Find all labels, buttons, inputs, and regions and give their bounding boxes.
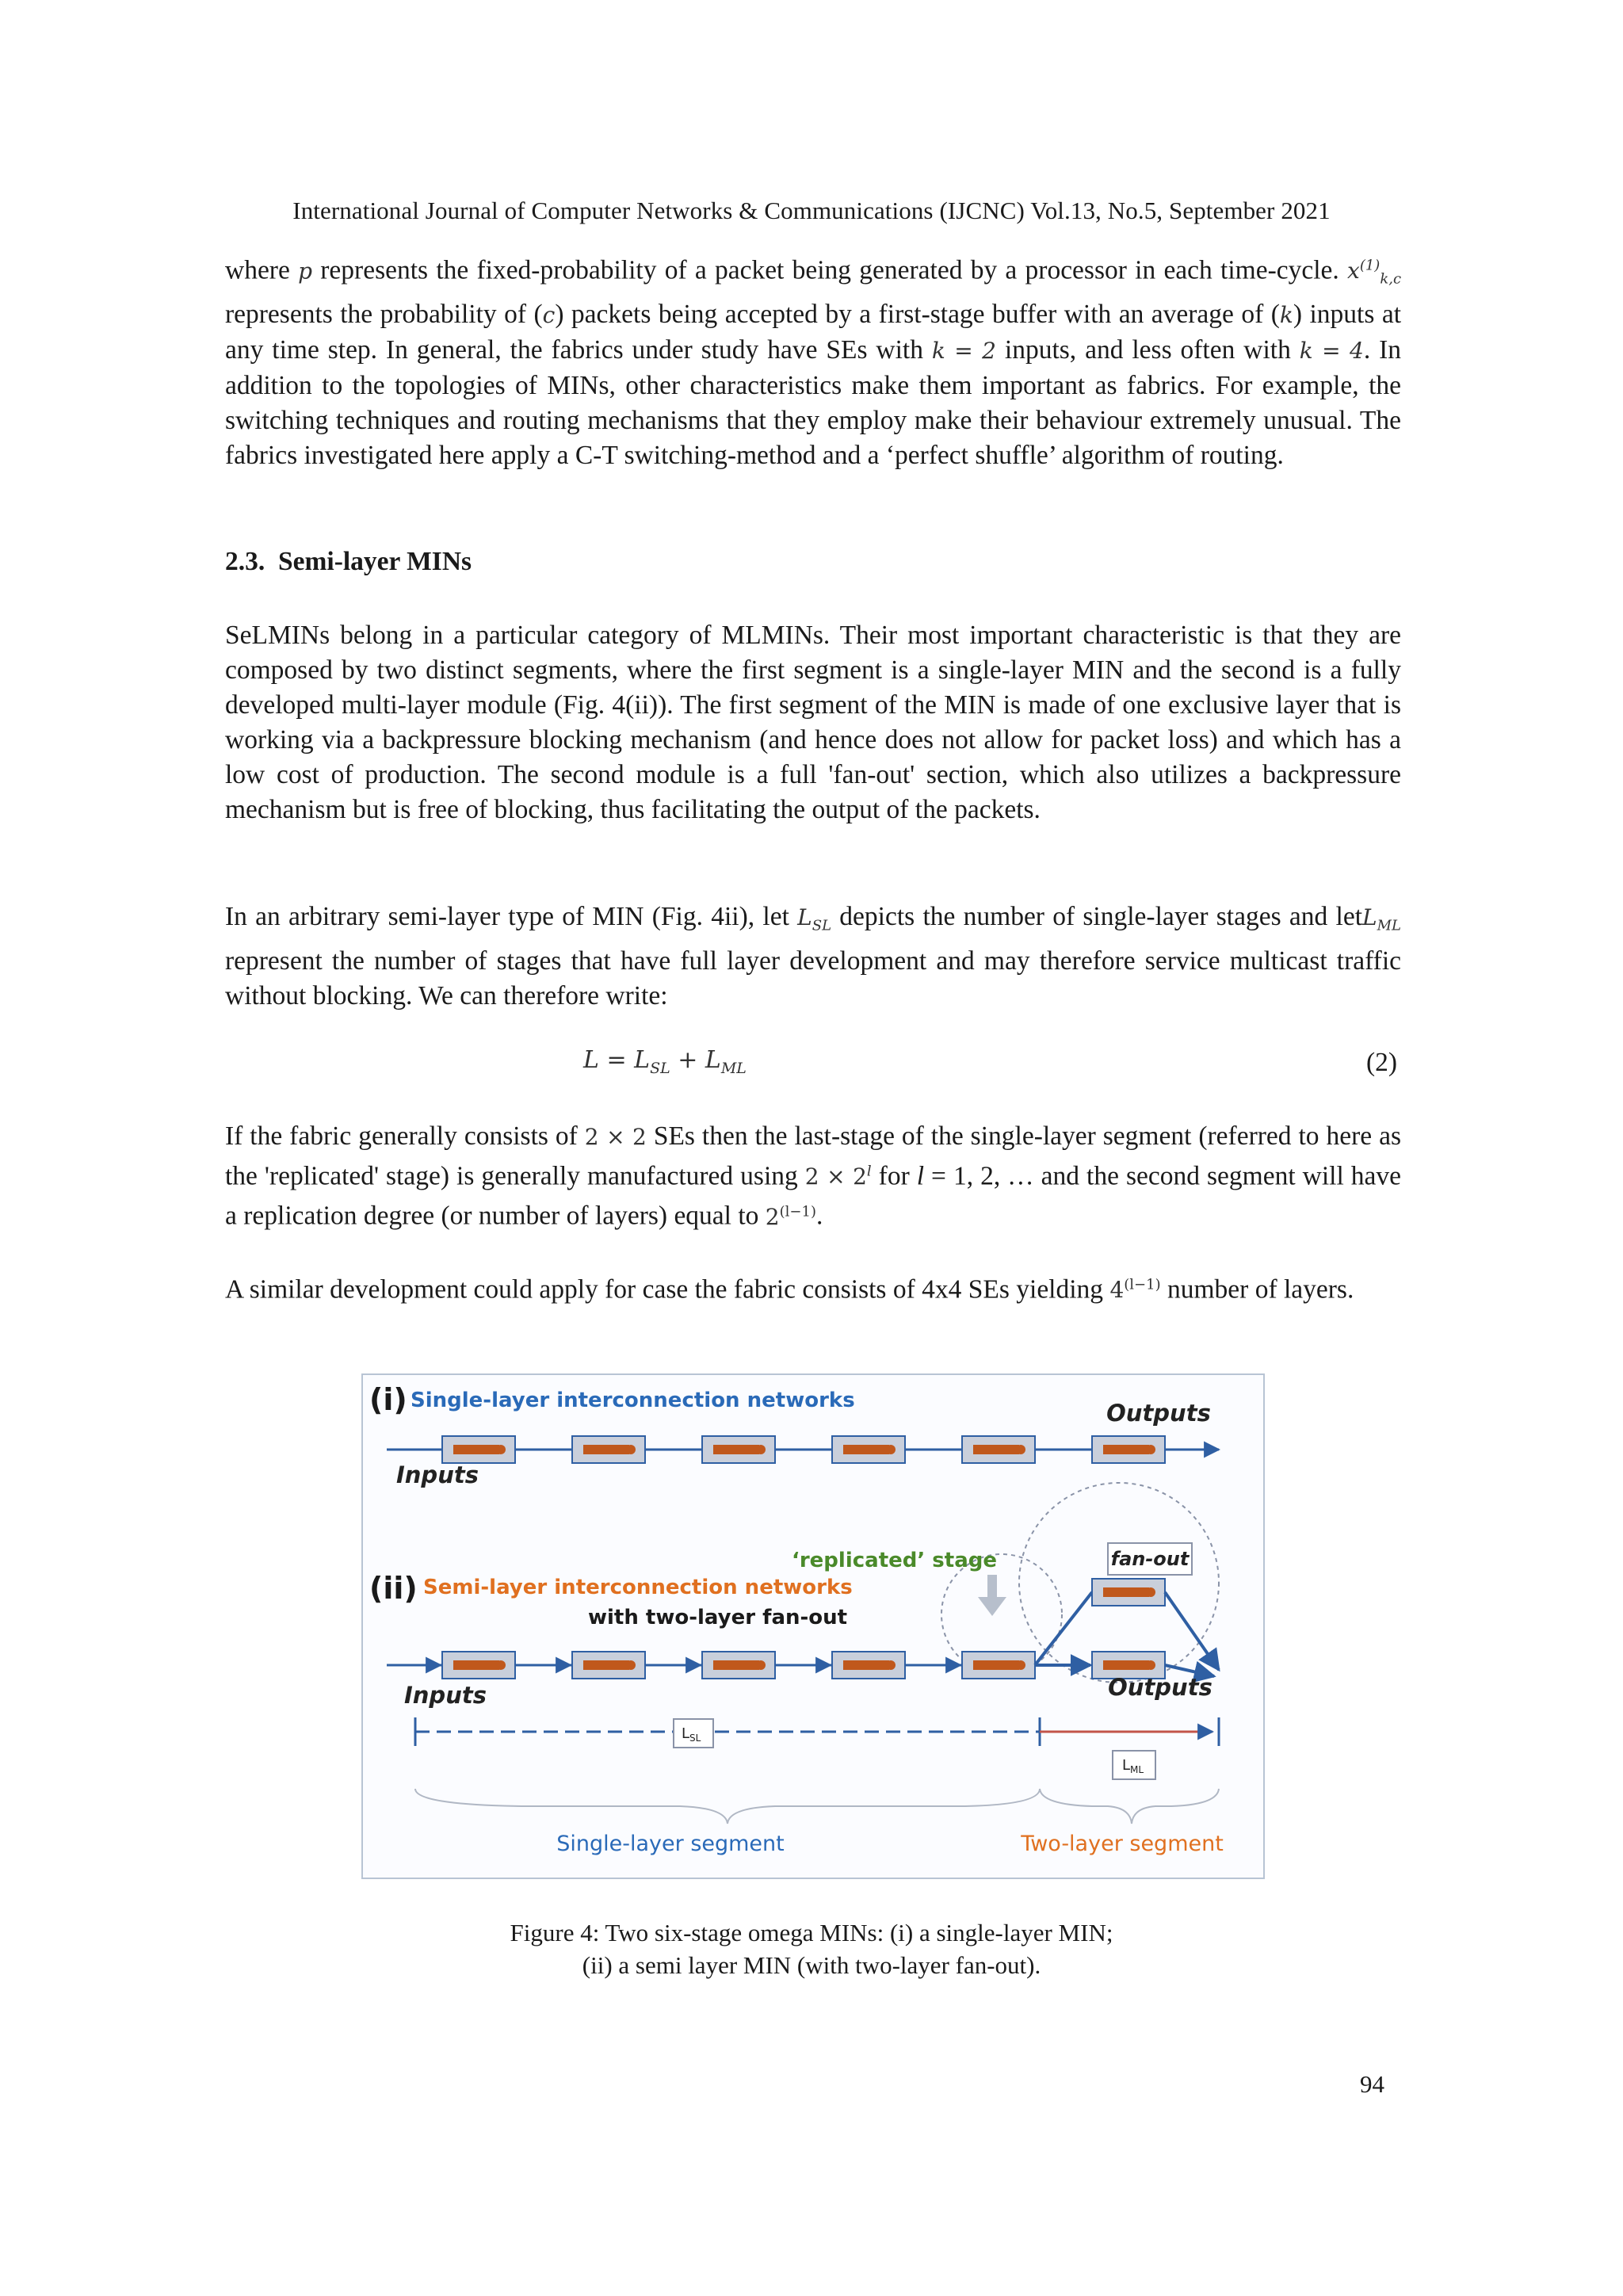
fig-inputs-top: Inputs [396, 1461, 479, 1488]
math-l-sl: $L_{SL}$ [797, 904, 832, 934]
paragraph-selmins: SeLMINs belong in a particular category of MLMINs. Their most important characteristic is that they are composed by two distinct segments, where the first segment is a single-layer MIN and the second is a fully developed multi-layer module (Fig. 4(ii)). The first segment of the MIN is made of one exclusive layer that is working via a backpressure blocking mechanism (and hence does not allow for packet loss) and which has a low cost of production. The second module is a full 'fan-out' section, which also utilizes a backpressure mechanism but is free of blocking, thus facilitating the output of the packets. [225, 621, 1401, 824]
fig-ii-se-1 [442, 1652, 515, 1679]
math-4-pow: $4^{(l-1)}$ [1109, 1277, 1161, 1304]
fig-single-segment-label: Single-layer segment [556, 1832, 785, 1856]
fig-outputs-top: Outputs [1106, 1400, 1211, 1427]
fig-i-label: (i) [369, 1382, 407, 1417]
math-p: p [298, 258, 313, 285]
math-k-equals-4: k = 4 [1299, 337, 1364, 364]
fig-i-se-5 [962, 1436, 1035, 1463]
math-2x2l: $2 \times 2^l$ [804, 1163, 872, 1190]
fig-ii-label: (ii) [369, 1571, 418, 1606]
math-2x2: 2 × 2 [584, 1124, 647, 1150]
journal-header: International Journal of Computer Networks & Communications (IJCNC) Vol.13, No.5, September 2021 [292, 197, 1331, 224]
fig-two-segment-label: Two-layer segment [1021, 1832, 1224, 1856]
figure-caption [0, 1916, 1623, 1981]
paragraph-stages: In an arbitrary semi-layer type of MIN (Fig. 4ii), let $L_{SL}$ depicts the number of single-layer stages and letL$_{ML}$ represent the number of stages that have full layer development and may therefore service multicast traffic without blocking. We can therefore write: [225, 902, 1402, 1010]
fig-single-brace [415, 1789, 1040, 1824]
fig-ii-se-3 [702, 1652, 775, 1679]
paragraph-4x4: A similar development could apply for case the fabric consists of 4x4 SEs yielding $4^{(l-1)}$ number of layers. [225, 1274, 1354, 1305]
fig-fanout-label: fan-out [1110, 1548, 1190, 1570]
caption-line-1: Figure 4: Two six-stage omega MINs: (i) a single-layer MIN; [510, 1919, 1113, 1946]
fig-inputs-bottom: Inputs [404, 1682, 487, 1709]
math-l-ml: $L_{ML}$ [1362, 904, 1402, 934]
figure-4 [361, 1373, 1265, 1879]
equation-2: $L = L_{SL} + L_{ML}$ [583, 1046, 747, 1077]
fig-replicated-label: ‘replicated’ stage [791, 1549, 997, 1572]
fig-lml-label: $L_{ML}$ [1122, 1757, 1144, 1775]
equation-number: (2) [1366, 1048, 1398, 1077]
fig-ii-se-replicated [962, 1652, 1035, 1679]
fig-merge-upper [1165, 1592, 1219, 1670]
fig-ii-se-2 [572, 1652, 645, 1679]
page-number: 94 [1360, 2070, 1384, 2098]
math-x-kc: $x^{(1)}_{k,c}$ [1347, 258, 1402, 288]
fig-ii-subtitle: with two-layer fan-out [588, 1606, 848, 1629]
fig-i-se-4 [832, 1436, 905, 1463]
fig-ii-se-fanout-upper [1092, 1579, 1165, 1606]
fig-i-se-1 [442, 1436, 515, 1463]
fig-down-arrow-icon [978, 1597, 1006, 1616]
paragraph-fabric: If the fabric generally consists of 2 × 2 SEs then the last-stage of the single-layer segment (referred to here as the 'replicated' stage) is generally manufactured using $2 \times 2^l$ for l = 1, 2, … and the second segment will have a replication degree (or number of layers) equal to $2^{(l-1)}$. [225, 1121, 1402, 1231]
text-where: where [225, 255, 290, 285]
math-k-equals-2: k = 2 [931, 337, 996, 364]
fig-i-se-3 [702, 1436, 775, 1463]
math-2-pow: $2^{(l-1)}$ [765, 1203, 816, 1230]
fig-branch-up [1035, 1592, 1092, 1665]
fig-ii-title: Semi-layer interconnection networks [423, 1576, 853, 1599]
fig-two-brace [1040, 1789, 1219, 1824]
fig-outputs-bottom: Outputs [1108, 1674, 1212, 1701]
fig-ii-se-4 [832, 1652, 905, 1679]
fig-lsl-label: $L_{SL}$ [682, 1725, 701, 1744]
paragraph-probability: where p represents the fixed-probability of a packet being generated by a processor in each time-cycle. $x^{(1)}_{k,c}$ represents the probability of (c) packets being accepted by a first-stage buffer with an average of (k) inputs at any time step. In general, the fabrics under study have SEs with k = 2 inputs, and less often with k = 4. In addition to the topologies of MINs, other characteristics make them important as fabrics. For example, the switching techniques and routing mechanisms that they employ make their behaviour extremely unusual. The fabrics investigated here apply a C-T switching-method and a ‘perfect shuffle’ algorithm of routing. [225, 255, 1402, 470]
math-k: k [1279, 301, 1293, 328]
section-heading: 2.3. Semi-layer MINs [225, 547, 472, 576]
math-c: c [542, 301, 556, 328]
fig-i-title: Single-layer interconnection networks [411, 1389, 855, 1412]
fig-i-se-2 [572, 1436, 645, 1463]
fig-i-se-6 [1092, 1436, 1165, 1463]
caption-line-2: (ii) a semi layer MIN (with two-layer fan-out). [582, 1951, 1041, 1979]
fig-down-arrow-shaft [987, 1575, 997, 1599]
figure-4-diagram [363, 1375, 1263, 1878]
